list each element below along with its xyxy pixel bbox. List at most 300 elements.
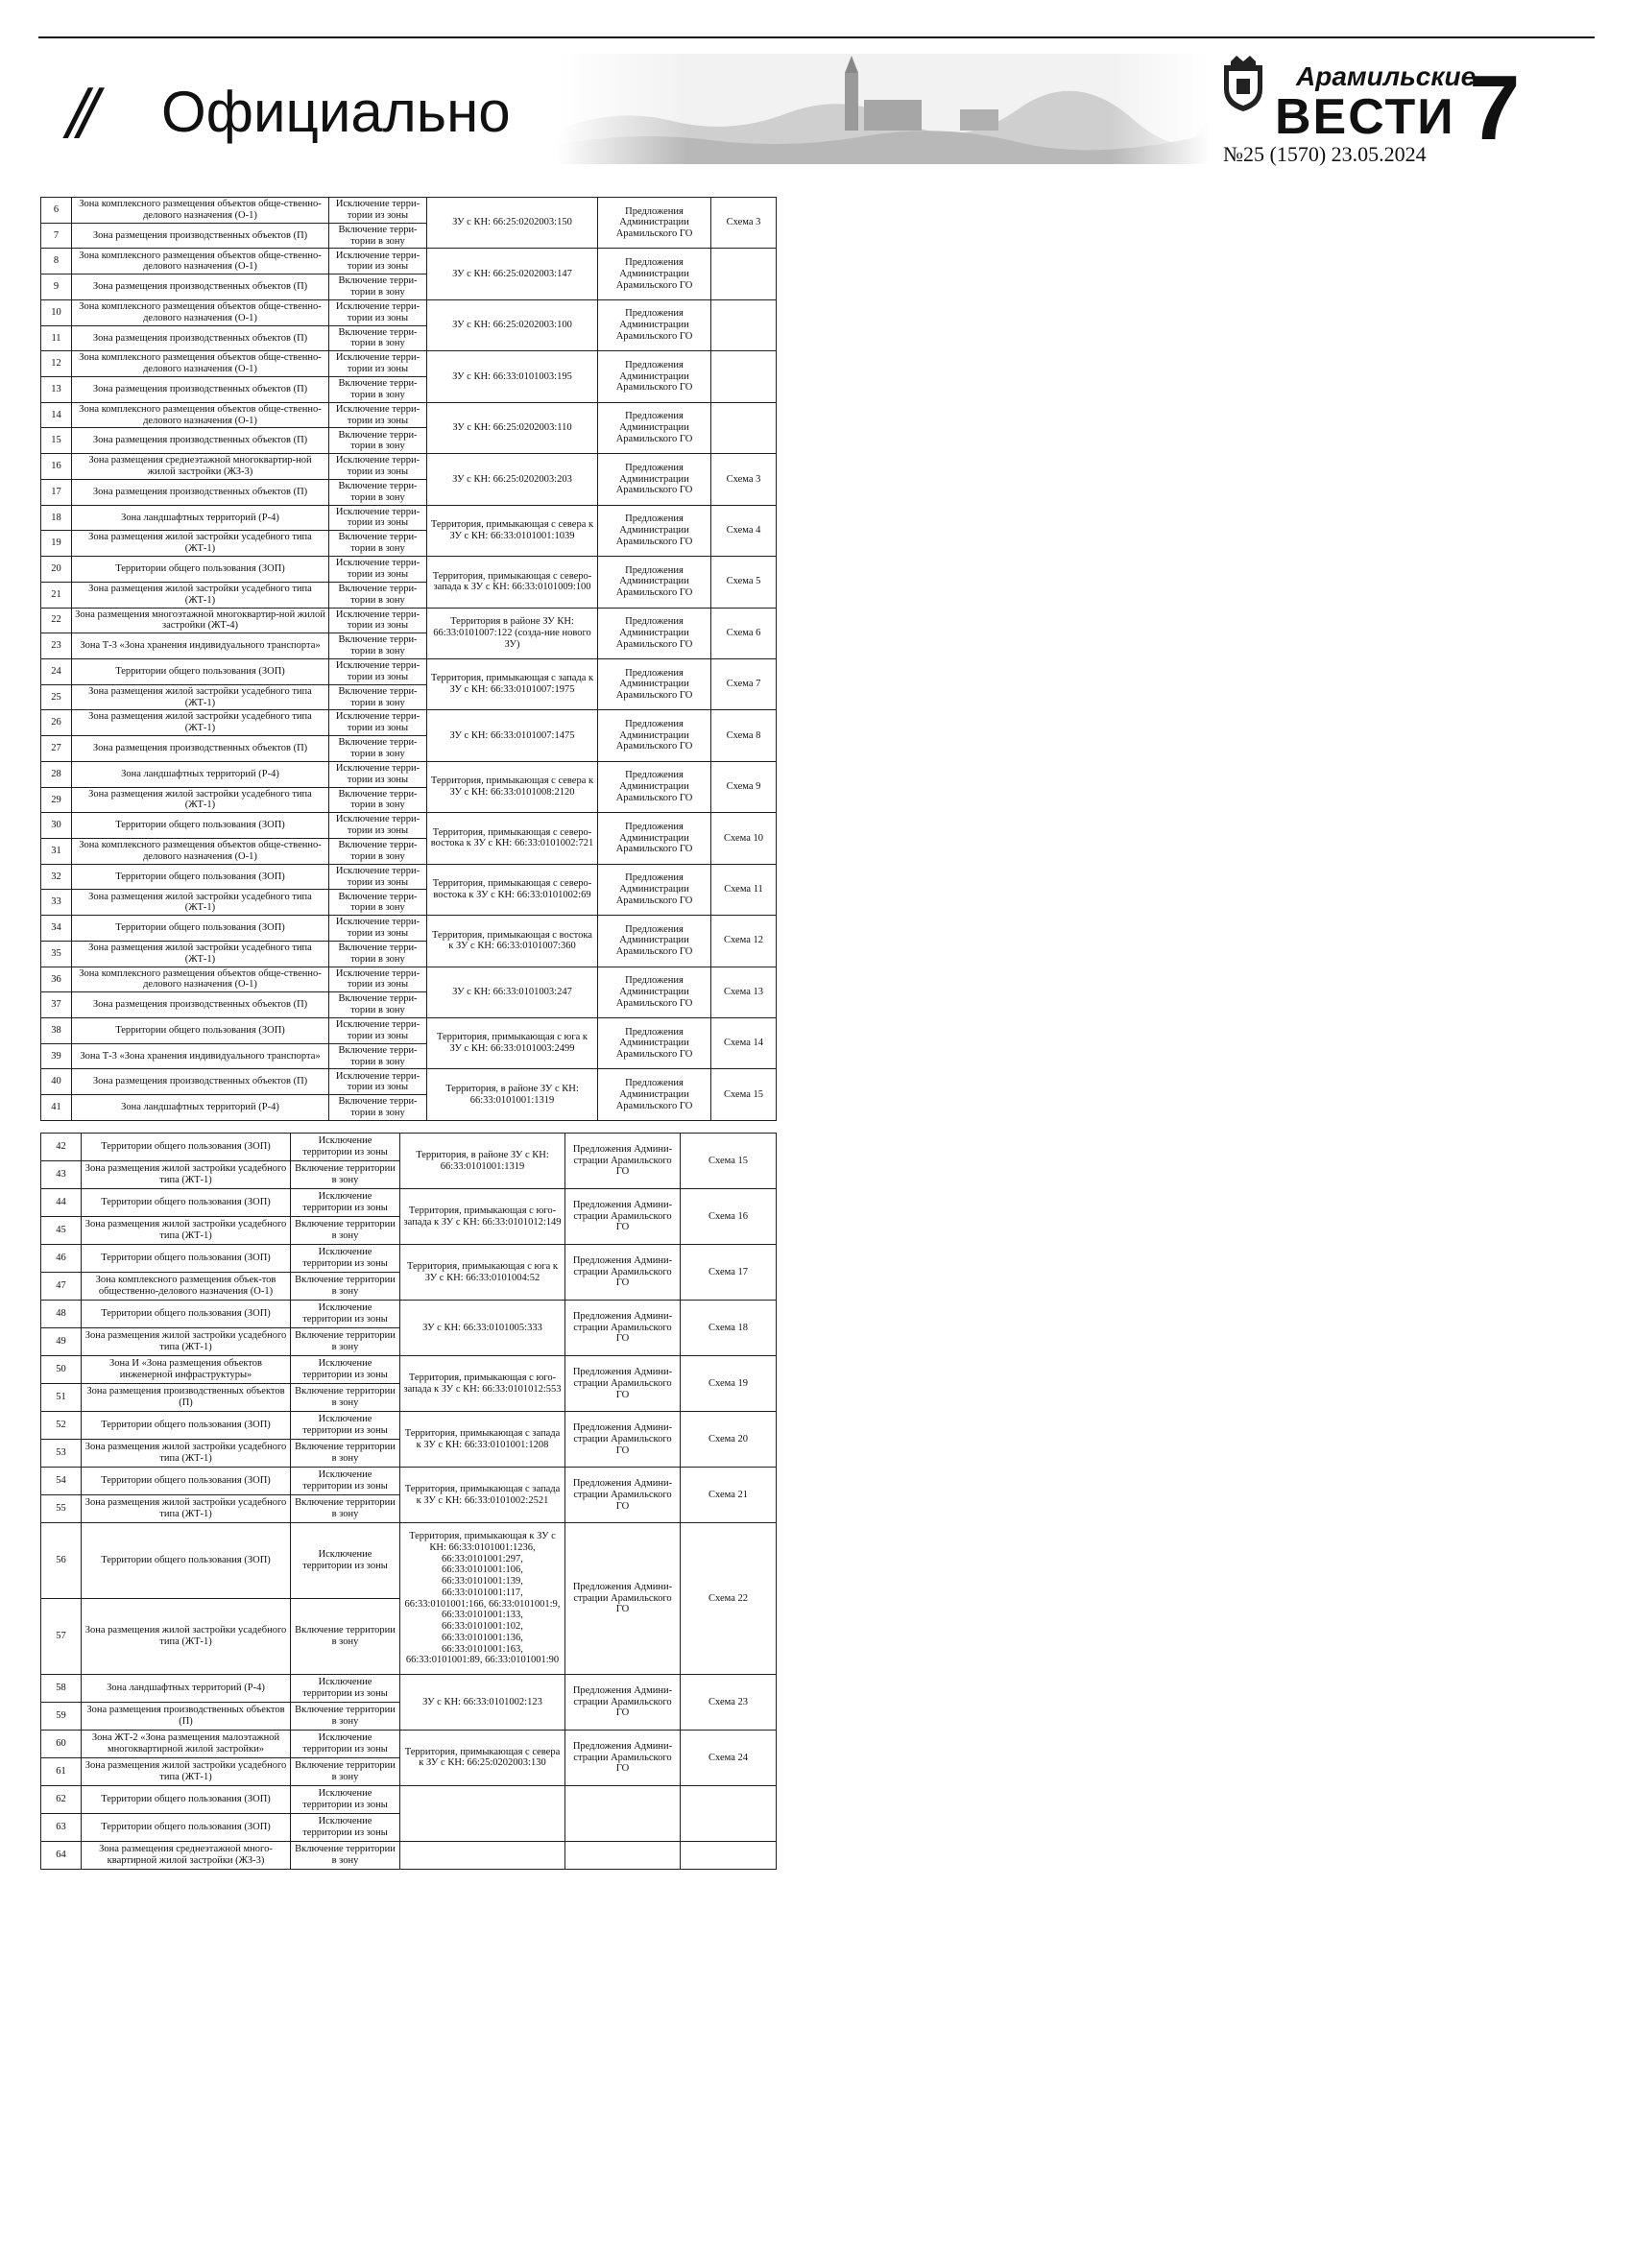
cell-location: Территория, в районе ЗУ с КН: 66:33:0101001:1319 bbox=[400, 1134, 565, 1189]
cell-row-number: 9 bbox=[41, 275, 72, 300]
issue-number-date: №25 (1570) 23.05.2024 bbox=[1223, 142, 1427, 166]
cell-row-number: 30 bbox=[41, 813, 72, 839]
cell-scheme: Схема 13 bbox=[711, 967, 777, 1017]
cell-row-number: 37 bbox=[41, 992, 72, 1018]
cell-scheme: Схема 7 bbox=[711, 658, 777, 709]
cell-row-number: 38 bbox=[41, 1018, 72, 1044]
cell-row-number: 28 bbox=[41, 761, 72, 787]
cell-row-number: 24 bbox=[41, 658, 72, 684]
cell-source: Предложения Администрации Арамильского ГО bbox=[598, 557, 711, 608]
town-landscape-banner bbox=[557, 54, 1210, 164]
cell-location: ЗУ с КН: 66:33:0101003:195 bbox=[427, 351, 598, 402]
cell-zone-name: Зона размещения жилой застройки усадебного типа (ЖТ-1) bbox=[82, 1217, 291, 1245]
table-row bbox=[41, 1674, 777, 1702]
cell-scheme: Схема 16 bbox=[681, 1189, 777, 1245]
cell-row-number: 15 bbox=[41, 428, 72, 454]
page-number: 7 bbox=[1469, 57, 1521, 159]
cell-source: Предложения Администрации Арамильского ГО bbox=[598, 402, 711, 453]
cell-row-number: 53 bbox=[41, 1440, 82, 1468]
cell-zone-name: Территории общего пользования (ЗОП) bbox=[82, 1134, 291, 1161]
cell-row-number: 11 bbox=[41, 325, 72, 351]
cell-zone-name: Зона размещения производственных объектов (П) bbox=[72, 1069, 329, 1095]
cell-zone-name: Зона размещения жилой застройки усадебного типа (ЖТ-1) bbox=[82, 1757, 291, 1785]
cell-location: ЗУ с КН: 66:33:0101005:333 bbox=[400, 1301, 565, 1356]
cell-row-number: 47 bbox=[41, 1273, 82, 1301]
cell-zone-name: Территории общего пользования (ЗОП) bbox=[82, 1523, 291, 1599]
cell-zone-name: Зона комплексного размещения объектов обще-ственно-делового назначения (О-1) bbox=[72, 299, 329, 325]
zoning-table-row-76 bbox=[826, 342, 1594, 386]
cell-zone-name: Зона размещения производственных объектов (П) bbox=[72, 223, 329, 249]
cell-zone-name: Зона размещения жилой застройки усадебного типа (ЖТ-1) bbox=[72, 710, 329, 736]
cell-zone-name: Зона размещения производственных объектов (П) bbox=[72, 428, 329, 454]
cell-location: ЗУ с КН: 66:33:0101002:123 bbox=[400, 1674, 565, 1730]
cell-source: Предложения Админи-страции Арамильского ГО bbox=[565, 1301, 681, 1356]
cell-source: Предложения Админи-страции Арамильского ГО bbox=[565, 1412, 681, 1468]
cell-source: Предложения Администрации Арамильского ГО bbox=[598, 916, 711, 967]
cell-row-number: 48 bbox=[41, 1301, 82, 1328]
cell-zone-name: Зона размещения производственных объектов (П) bbox=[72, 377, 329, 403]
cell-row-number: 44 bbox=[41, 1189, 82, 1217]
cell-zone-name: Зона размещения производственных объектов (П) bbox=[72, 992, 329, 1018]
table-row bbox=[41, 1841, 777, 1869]
cell-zone-name: Зона размещения многоэтажной многоквартир-ной жилой застройки (ЖТ-4) bbox=[72, 608, 329, 633]
table-row bbox=[41, 1785, 777, 1813]
cell-zone-name: Зона комплексного размещения объектов обще-ственно-делового назначения (О-1) bbox=[72, 402, 329, 428]
cell-zone-name: Зона размещения производственных объектов (П) bbox=[72, 275, 329, 300]
cell-row-number: 61 bbox=[41, 1757, 82, 1785]
cell-action: Исключение терри-тории из зоны bbox=[329, 454, 427, 480]
cell-scheme bbox=[711, 249, 777, 299]
cell-zone-name: Территории общего пользования (ЗОП) bbox=[82, 1245, 291, 1273]
cell-source: Предложения Админи-страции Арамильского ГО bbox=[565, 1674, 681, 1730]
cell-zone-name: Зона комплексного размещения объектов обще-ственно-делового назначения (О-1) bbox=[72, 967, 329, 992]
cell-scheme bbox=[681, 1841, 777, 1869]
cell-action: Включение терри-тории в зону bbox=[329, 531, 427, 557]
cell-zone-name: Территории общего пользования (ЗОП) bbox=[82, 1785, 291, 1813]
cell-zone-name: Зона размещения жилой застройки усадебного типа (ЖТ-1) bbox=[82, 1495, 291, 1523]
cell-zone-name: Зона И «Зона размещения объектов инженерной инфраструктуры» bbox=[82, 1356, 291, 1384]
cell-row-number: 56 bbox=[41, 1523, 82, 1599]
cell-action: Включение терри-тории в зону bbox=[329, 941, 427, 967]
cell-source: Предложения Администрации Арамильского ГО bbox=[598, 864, 711, 915]
cell-location: Территория, примыкающая с запада к ЗУ с КН: 66:33:0101002:2521 bbox=[400, 1468, 565, 1523]
table-row bbox=[41, 916, 777, 942]
text-column-right bbox=[1217, 614, 1594, 2236]
cell-zone-name: Территории общего пользования (ЗОП) bbox=[72, 813, 329, 839]
cell-action: Исключение терри-тории из зоны bbox=[329, 198, 427, 224]
cell-row-number: 45 bbox=[41, 1217, 82, 1245]
cell-scheme: Схема 3 bbox=[711, 454, 777, 505]
cell-action: Исключение территории из зоны bbox=[291, 1356, 400, 1384]
cell-source: Предложения Админи-страции Арамильского ГО bbox=[565, 1356, 681, 1412]
cell-action: Включение терри-тории в зону bbox=[329, 992, 427, 1018]
cell-row-number: 46 bbox=[41, 1245, 82, 1273]
cell-location bbox=[400, 1841, 565, 1869]
cell-location: ЗУ с КН: 66:25:0202003:147 bbox=[427, 249, 598, 299]
cell-location: Территория, примыкающая с запада к ЗУ с КН: 66:33:0101001:1208 bbox=[400, 1412, 565, 1468]
cell-row-number: 63 bbox=[41, 1813, 82, 1841]
table-row bbox=[41, 1301, 777, 1328]
zoning-table-rows-42-64 bbox=[40, 1133, 777, 1870]
cell-scheme: Схема 11 bbox=[711, 864, 777, 915]
cell-action: Включение территории в зону bbox=[291, 1440, 400, 1468]
cell-location: Территория, примыкающая с севера к ЗУ с КН: 66:33:0101001:1039 bbox=[427, 505, 598, 556]
cell-action: Исключение территории из зоны bbox=[291, 1523, 400, 1599]
cell-zone-name: Территории общего пользования (ЗОП) bbox=[82, 1412, 291, 1440]
cell-zone-name: Зона комплексного размещения объектов обще-ственно-делового назначения (О-1) bbox=[72, 198, 329, 224]
cell-location bbox=[400, 1785, 565, 1841]
cell-action: Включение терри-тории в зону bbox=[329, 275, 427, 300]
table-row bbox=[41, 505, 777, 531]
cell-source: Предложения Администрации Арамильского ГО bbox=[598, 813, 711, 864]
table-row bbox=[41, 1412, 777, 1440]
cell-location: Территория, примыкающая с запада к ЗУ с КН: 66:33:0101007:1975 bbox=[427, 658, 598, 709]
cell-action: Исключение терри-тории из зоны bbox=[329, 351, 427, 377]
cell-row-number: 7 bbox=[41, 223, 72, 249]
cell-location: Территория, примыкающая с юго-запада к ЗУ с КН: 66:33:0101012:553 bbox=[400, 1356, 565, 1412]
cell-zone-name: Зона ландшафтных территорий (Р-4) bbox=[82, 1674, 291, 1702]
cell-zone-name: Зона размещения производственных объектов (П) bbox=[72, 736, 329, 762]
cell-source: Предложения Админи-страции Арамильского ГО bbox=[565, 1468, 681, 1523]
cell-action: Включение территории в зону bbox=[291, 1217, 400, 1245]
cell-zone-name: Зона размещения производственных объектов (П) bbox=[82, 1702, 291, 1730]
cell-source: Предложения Администрации Арамильского ГО bbox=[598, 249, 711, 299]
cell-zone-name: Зона Т-3 «Зона хранения индивидуального транспорта» bbox=[72, 1043, 329, 1069]
cell-action: Включение терри-тории в зону bbox=[329, 684, 427, 710]
cell-action: Включение терри-тории в зону bbox=[329, 787, 427, 813]
cell-scheme: Схема 5 bbox=[711, 557, 777, 608]
cell-zone-name: Зона ландшафтных территорий (Р-4) bbox=[72, 505, 329, 531]
zoning-table-rows-77-82 bbox=[826, 386, 1594, 607]
cell-action: Исключение территории из зоны bbox=[291, 1468, 400, 1495]
cell-row-number: 31 bbox=[41, 838, 72, 864]
cell-action: Включение терри-тории в зону bbox=[329, 223, 427, 249]
table-row bbox=[41, 710, 777, 736]
cell-location: ЗУ с КН: 66:33:0101007:1475 bbox=[427, 710, 598, 761]
cell-source: Предложения Администрации Арамильского ГО bbox=[598, 198, 711, 249]
cell-row-number: 52 bbox=[41, 1412, 82, 1440]
cell-zone-name: Зона комплексного размещения объек-тов общественно-делового назначения (О-1) bbox=[82, 1273, 291, 1301]
cell-scheme: Схема 15 bbox=[681, 1134, 777, 1189]
table-row bbox=[41, 1468, 777, 1495]
cell-source: Предложения Администрации Арамильского ГО bbox=[598, 299, 711, 350]
cell-row-number: 36 bbox=[41, 967, 72, 992]
text-column-left bbox=[826, 614, 1202, 2236]
cell-action: Включение терри-тории в зону bbox=[329, 1043, 427, 1069]
cell-source: Предложения Админи-страции Арамильского ГО bbox=[565, 1523, 681, 1675]
cell-row-number: 17 bbox=[41, 479, 72, 505]
cell-scheme bbox=[711, 402, 777, 453]
cell-action: Исключение территории из зоны bbox=[291, 1412, 400, 1440]
cell-action: Включение терри-тории в зону bbox=[329, 838, 427, 864]
cell-scheme bbox=[711, 299, 777, 350]
cell-scheme: Схема 24 bbox=[681, 1730, 777, 1785]
cell-action: Исключение терри-тории из зоны bbox=[329, 967, 427, 992]
cell-action: Включение территории в зону bbox=[291, 1599, 400, 1675]
cell-source: Предложения Админи-страции Арамильского ГО bbox=[565, 1189, 681, 1245]
cell-source: Предложения Администрации Арамильского ГО bbox=[598, 454, 711, 505]
cell-action: Исключение терри-тории из зоны bbox=[329, 658, 427, 684]
cell-zone-name: Территории общего пользования (ЗОП) bbox=[72, 658, 329, 684]
cell-action: Исключение терри-тории из зоны bbox=[329, 761, 427, 787]
zoning-table-rows-65-71 bbox=[40, 1883, 776, 2214]
cell-row-number: 27 bbox=[41, 736, 72, 762]
cell-scheme: Схема 9 bbox=[711, 761, 777, 812]
cell-action: Исключение терри-тории из зоны bbox=[329, 608, 427, 633]
table-row bbox=[41, 1245, 777, 1273]
cell-scheme: Схема 23 bbox=[681, 1674, 777, 1730]
cell-row-number: 22 bbox=[41, 608, 72, 633]
cell-action: Включение территории в зону bbox=[291, 1495, 400, 1523]
cell-location: Территория, примыкающая с северо-запада к ЗУ с КН: 66:33:0101009:100 bbox=[427, 557, 598, 608]
table-row bbox=[41, 1018, 777, 1044]
cell-row-number: 19 bbox=[41, 531, 72, 557]
cell-location: Территория, в районе ЗУ с КН: 66:33:0101001:1319 bbox=[427, 1069, 598, 1121]
table-row bbox=[41, 1069, 777, 1095]
cell-row-number: 20 bbox=[41, 557, 72, 583]
cell-zone-name: Зона комплексного размещения объектов обще-ственно-делового назначения (О-1) bbox=[72, 249, 329, 275]
cell-action: Включение терри-тории в зону bbox=[329, 377, 427, 403]
cell-scheme: Схема 17 bbox=[681, 1245, 777, 1301]
cell-row-number: 26 bbox=[41, 710, 72, 736]
paper-name: ВЕСТИ bbox=[1275, 89, 1455, 145]
table-row bbox=[41, 1730, 777, 1757]
cell-action: Исключение территории из зоны bbox=[291, 1730, 400, 1757]
cell-source: Предложения Администрации Арамильского ГО bbox=[598, 658, 711, 709]
cell-action: Исключение терри-тории из зоны bbox=[329, 710, 427, 736]
cell-zone-name: Зона комплексного размещения объектов обще-ственно-делового назначения (О-1) bbox=[72, 838, 329, 864]
cell-row-number: 43 bbox=[41, 1161, 82, 1189]
cell-location: Территория, примыкающая с юго-запада к ЗУ с КН: 66:33:0101012:149 bbox=[400, 1189, 565, 1245]
cell-row-number: 8 bbox=[41, 249, 72, 275]
zoning-table-rows-6-41 bbox=[40, 197, 777, 1121]
cell-scheme: Схема 3 bbox=[711, 198, 777, 249]
cell-row-number: 59 bbox=[41, 1702, 82, 1730]
table-row bbox=[41, 454, 777, 480]
cell-zone-name: Территории общего пользования (ЗОП) bbox=[72, 1018, 329, 1044]
table-row bbox=[41, 402, 777, 428]
cell-action: Исключение терри-тории из зоны bbox=[329, 1069, 427, 1095]
table-row bbox=[41, 608, 777, 633]
header-top-rule bbox=[38, 36, 1595, 38]
cell-zone-name: Зона размещения жилой застройки усадебного типа (ЖТ-1) bbox=[72, 890, 329, 916]
table-row bbox=[41, 1189, 777, 1217]
cell-source: Предложения Админи-страции Арамильского ГО bbox=[565, 1730, 681, 1785]
cell-source: Предложения Администрации Арамильского ГО bbox=[598, 761, 711, 812]
table-row bbox=[41, 299, 777, 325]
cell-zone-name: Территории общего пользования (ЗОП) bbox=[72, 864, 329, 890]
cell-row-number: 40 bbox=[41, 1069, 72, 1095]
cell-action: Исключение территории из зоны bbox=[291, 1813, 400, 1841]
cell-zone-name: Зона размещения производственных объектов (П) bbox=[82, 1384, 291, 1412]
cell-row-number: 16 bbox=[41, 454, 72, 480]
cell-location: Территория, примыкающая с юга к ЗУ с КН: 66:33:0101003:2499 bbox=[427, 1018, 598, 1069]
cell-row-number: 54 bbox=[41, 1468, 82, 1495]
zoning-table-rows-72-775 bbox=[826, 197, 1594, 331]
cell-row-number: 21 bbox=[41, 582, 72, 608]
cell-row-number: 35 bbox=[41, 941, 72, 967]
cell-zone-name: Территории общего пользования (ЗОП) bbox=[82, 1813, 291, 1841]
cell-scheme: Схема 19 bbox=[681, 1356, 777, 1412]
cell-action: Включение территории в зону bbox=[291, 1841, 400, 1869]
cell-scheme: Схема 6 bbox=[711, 608, 777, 658]
cell-scheme: Схема 18 bbox=[681, 1301, 777, 1356]
cell-location: ЗУ с КН: 66:25:0202003:203 bbox=[427, 454, 598, 505]
cell-location: ЗУ с КН: 66:33:0101003:247 bbox=[427, 967, 598, 1017]
cell-row-number: 60 bbox=[41, 1730, 82, 1757]
cell-source: Предложения Администрации Арамильского ГО bbox=[598, 608, 711, 658]
cell-location: Территория, примыкающая с востока к ЗУ с КН: 66:33:0101007:360 bbox=[427, 916, 598, 967]
cell-row-number: 51 bbox=[41, 1384, 82, 1412]
cell-zone-name: Зона размещения жилой застройки усадебного типа (ЖТ-1) bbox=[72, 941, 329, 967]
cell-zone-name: Зона Т-3 «Зона хранения индивидуального транспорта» bbox=[72, 633, 329, 659]
cell-action: Включение территории в зону bbox=[291, 1161, 400, 1189]
cell-location: Территория, примыкающая с северо-востока к ЗУ с КН: 66:33:0101002:721 bbox=[427, 813, 598, 864]
cell-zone-name: Территории общего пользования (ЗОП) bbox=[82, 1468, 291, 1495]
table-row bbox=[41, 1356, 777, 1384]
cell-scheme: Схема 4 bbox=[711, 505, 777, 556]
cell-source: Предложения Админи-страции Арамильского ГО bbox=[565, 1245, 681, 1301]
cell-action: Включение терри-тории в зону bbox=[329, 428, 427, 454]
cell-row-number: 57 bbox=[41, 1599, 82, 1675]
cell-zone-name: Территории общего пользования (ЗОП) bbox=[72, 557, 329, 583]
cell-zone-name: Зона размещения жилой застройки усадебного типа (ЖТ-1) bbox=[72, 684, 329, 710]
cell-row-number: 10 bbox=[41, 299, 72, 325]
table-row bbox=[41, 1523, 777, 1599]
cell-location: Территория, примыкающая с севера к ЗУ с КН: 66:33:0101008:2120 bbox=[427, 761, 598, 812]
cell-action: Включение территории в зону bbox=[291, 1273, 400, 1301]
cell-zone-name: Зона ландшафтных территорий (Р-4) bbox=[72, 761, 329, 787]
cell-scheme: Схема 22 bbox=[681, 1523, 777, 1675]
cell-row-number: 49 bbox=[41, 1328, 82, 1356]
cell-location: ЗУ с КН: 66:25:0202003:150 bbox=[427, 198, 598, 249]
cell-zone-name: Зона размещения производственных объектов (П) bbox=[72, 325, 329, 351]
cell-zone-name: Зона ЖТ-2 «Зона размещения малоэтажной многоквартирной жилой застройки» bbox=[82, 1730, 291, 1757]
cell-action: Включение терри-тории в зону bbox=[329, 582, 427, 608]
cell-location: Территория в районе ЗУ КН: 66:33:0101007:122 (созда-ние нового ЗУ) bbox=[427, 608, 598, 658]
cell-row-number: 64 bbox=[41, 1841, 82, 1869]
cell-row-number: 14 bbox=[41, 402, 72, 428]
cell-row-number: 13 bbox=[41, 377, 72, 403]
cell-row-number: 42 bbox=[41, 1134, 82, 1161]
table-row bbox=[41, 351, 777, 377]
table-row bbox=[41, 864, 777, 890]
table-row bbox=[41, 557, 777, 583]
cell-action: Включение терри-тории в зону bbox=[329, 325, 427, 351]
cell-source: Предложения Администрации Арамильского ГО bbox=[598, 967, 711, 1017]
cell-row-number: 12 bbox=[41, 351, 72, 377]
table-row bbox=[41, 813, 777, 839]
cell-row-number: 32 bbox=[41, 864, 72, 890]
cell-zone-name: Зона размещения жилой застройки усадебного типа (ЖТ-1) bbox=[82, 1599, 291, 1675]
cell-row-number: 41 bbox=[41, 1095, 72, 1121]
cell-source: Предложения Администрации Арамильского ГО bbox=[598, 1018, 711, 1069]
cell-action: Исключение территории из зоны bbox=[291, 1245, 400, 1273]
cell-action: Включение терри-тории в зону bbox=[329, 633, 427, 659]
cell-location: ЗУ с КН: 66:25:0202003:110 bbox=[427, 402, 598, 453]
cell-scheme: Схема 15 bbox=[711, 1069, 777, 1121]
cell-source bbox=[565, 1785, 681, 1841]
table-row bbox=[41, 1134, 777, 1161]
cell-source: Предложения Администрации Арамильского ГО bbox=[598, 710, 711, 761]
cell-location: Территория, примыкающая с северо-востока к ЗУ с КН: 66:33:0101002:69 bbox=[427, 864, 598, 915]
table-row bbox=[41, 198, 777, 224]
cell-scheme: Схема 14 bbox=[711, 1018, 777, 1069]
cell-row-number: 23 bbox=[41, 633, 72, 659]
cell-scheme bbox=[681, 1785, 777, 1841]
cell-action: Исключение территории из зоны bbox=[291, 1785, 400, 1813]
cell-action: Включение территории в зону bbox=[291, 1757, 400, 1785]
cell-source bbox=[565, 1841, 681, 1869]
cell-zone-name: Территории общего пользования (ЗОП) bbox=[82, 1189, 291, 1217]
cell-zone-name: Зона размещения жилой застройки усадебного типа (ЖТ-1) bbox=[82, 1440, 291, 1468]
cell-location: Территория, примыкающая с севера к ЗУ с КН: 66:25:0202003:130 bbox=[400, 1730, 565, 1785]
cell-action: Включение терри-тории в зону bbox=[329, 479, 427, 505]
cell-row-number: 33 bbox=[41, 890, 72, 916]
table-row bbox=[41, 967, 777, 992]
cell-location: ЗУ с КН: 66:25:0202003:100 bbox=[427, 299, 598, 350]
cell-zone-name: Зона размещения среднеэтажной много-квартирной жилой застройки (ЖЗ-3) bbox=[82, 1841, 291, 1869]
cell-action: Исключение терри-тории из зоны bbox=[329, 916, 427, 942]
cell-action: Исключение терри-тории из зоны bbox=[329, 864, 427, 890]
cell-action: Исключение терри-тории из зоны bbox=[329, 813, 427, 839]
cell-row-number: 55 bbox=[41, 1495, 82, 1523]
cell-row-number: 62 bbox=[41, 1785, 82, 1813]
cell-action: Включение территории в зону bbox=[291, 1384, 400, 1412]
cell-scheme bbox=[711, 351, 777, 402]
cell-scheme: Схема 10 bbox=[711, 813, 777, 864]
cell-scheme: Схема 8 bbox=[711, 710, 777, 761]
cell-row-number: 39 bbox=[41, 1043, 72, 1069]
cell-row-number: 34 bbox=[41, 916, 72, 942]
table-row bbox=[41, 658, 777, 684]
section-title: Официально bbox=[161, 80, 511, 144]
cell-action: Исключение территории из зоны bbox=[291, 1674, 400, 1702]
cell-row-number: 6 bbox=[41, 198, 72, 224]
cell-action: Исключение территории из зоны bbox=[291, 1301, 400, 1328]
cell-action: Исключение территории из зоны bbox=[291, 1134, 400, 1161]
cell-action: Исключение терри-тории из зоны bbox=[329, 402, 427, 428]
cell-action: Исключение терри-тории из зоны bbox=[329, 557, 427, 583]
cell-action: Исключение терри-тории из зоны bbox=[329, 1018, 427, 1044]
cell-action: Включение терри-тории в зону bbox=[329, 736, 427, 762]
cell-location: Территория, примыкающая к ЗУ с КН: 66:33:0101001:1236, 66:33:0101001:297, 66:33:0101001:106, 66:33:0101001:139, 66:33:0101001:117, 66:33:0101001:166, 66:33:0101001:9, 66:33:0101001:133, 66:33:0101001:102, 66:33:0101001:136, 66:33:0101001:163, 66:33:0101001:89, 66:33:0101001:90 bbox=[400, 1523, 565, 1675]
cell-zone-name: Зона размещения жилой застройки усадебного типа (ЖТ-1) bbox=[72, 582, 329, 608]
cell-scheme: Схема 21 bbox=[681, 1468, 777, 1523]
section-slashes-icon: // bbox=[67, 77, 90, 148]
cell-zone-name: Территории общего пользования (ЗОП) bbox=[82, 1301, 291, 1328]
cell-row-number: 50 bbox=[41, 1356, 82, 1384]
cell-source: Предложения Админи-страции Арамильского ГО bbox=[565, 1134, 681, 1189]
cell-zone-name: Зона размещения жилой застройки усадебного типа (ЖТ-1) bbox=[82, 1328, 291, 1356]
cell-source: Предложения Администрации Арамильского ГО bbox=[598, 1069, 711, 1121]
cell-source: Предложения Администрации Арамильского ГО bbox=[598, 505, 711, 556]
cell-action: Исключение терри-тории из зоны bbox=[329, 505, 427, 531]
cell-action: Включение терри-тории в зону bbox=[329, 1095, 427, 1121]
cell-scheme: Схема 12 bbox=[711, 916, 777, 967]
cell-scheme: Схема 20 bbox=[681, 1412, 777, 1468]
cell-row-number: 25 bbox=[41, 684, 72, 710]
table-row bbox=[41, 761, 777, 787]
coat-of-arms-logo bbox=[1219, 56, 1267, 113]
cell-zone-name: Зона размещения производственных объектов (П) bbox=[72, 479, 329, 505]
paper-name-small: Арамильские bbox=[1296, 61, 1477, 91]
cell-row-number: 29 bbox=[41, 787, 72, 813]
cell-zone-name: Зона размещения среднеэтажной многоквартир-ной жилой застройки (ЖЗ-3) bbox=[72, 454, 329, 480]
cell-action: Исключение терри-тории из зоны bbox=[329, 249, 427, 275]
cell-zone-name: Территории общего пользования (ЗОП) bbox=[72, 916, 329, 942]
cell-action: Включение территории в зону bbox=[291, 1328, 400, 1356]
